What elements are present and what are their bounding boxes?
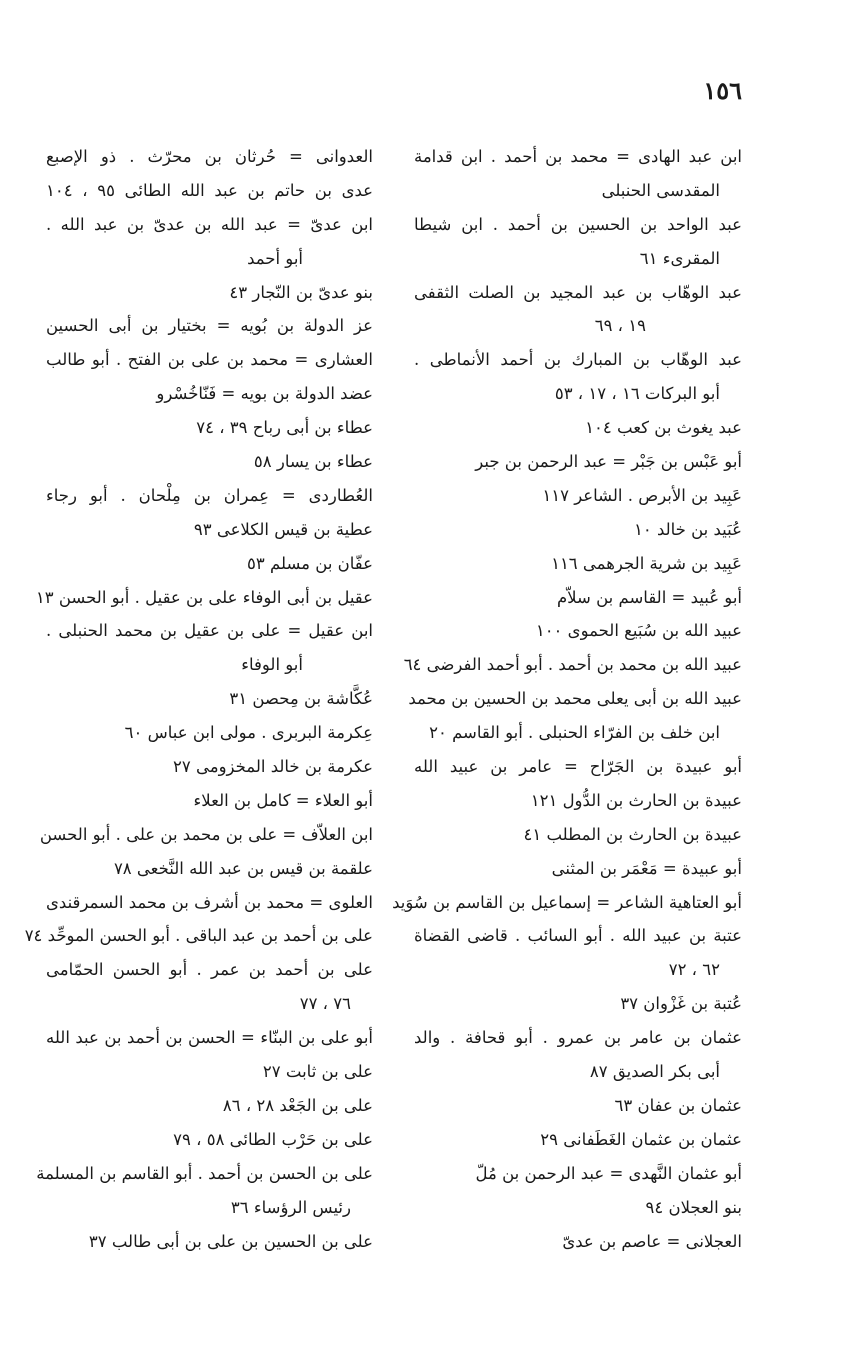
index-entry-line: عبيدة بن الحارث بن المطلب ٤١ [523,824,742,844]
index-entry-line: عتبة بن عبيد الله . أبو السائب . قاضى القضاة [414,926,742,946]
index-entry-line: عبيد الله بن أبى يعلى محمد بن الحسين بن محمد [408,689,742,709]
index-entry-line: المقدسى الحنبلى [601,180,720,200]
index-entry-line: ابن عقيل = على بن عقيل بن محمد الحنبلى . [46,621,373,641]
index-column-right [392,140,742,1258]
index-entry-line: بنو العجلان ٩٤ [645,1197,742,1217]
index-entry-line: عطاء بن أبى رباح ٣٩ ، ٧٤ [196,418,373,438]
index-entry-line: أبو عُبيد = القاسم بن سلاّم [556,587,742,607]
index-entry-line: ١٩ ، ٦٩ [594,316,646,336]
index-entry-line: على بن حَرْب الطائى ٥٨ ، ٧٩ [173,1129,373,1149]
index-entry-line: عبيد الله بن سُبَيع الحموى ١٠٠ [535,621,742,641]
index-entry-line: العلوى = محمد بن أشرف بن محمد السمرقندى [46,892,373,912]
index-entry-line: أبو أحمد [247,248,303,268]
index-entry-line: عقيل بن أبى الوفاء على بن عقيل . أبو الحسن ١٣ [35,587,373,607]
index-entry-line: بنو عدىّ بن النّجار ٤٣ [229,282,373,302]
index-entry-line: ابن عدىّ = عبد الله بن عدىّ بن عبد الله . [46,214,373,234]
index-entry-line: أبو على بن البنّاء = الحسن بن أحمد بن عبد الله [46,1028,373,1048]
index-entry-line: عطاء بن يسار ٥٨ [253,452,373,472]
index-entry-line: عبد يغوث بن كعب ١٠٤ [585,418,742,438]
index-entry-line: أبو عثمان النَّهدى = عبد الرحمن بن مُلّ [475,1163,742,1183]
index-entry-line: عُبَيد بن خالد ١٠ [633,519,742,539]
index-entry-line: رئيس الرؤساء ٣٦ [230,1197,351,1217]
index-entry-line: على بن الحسن بن أحمد . أبو القاسم بن المسلمة [36,1163,373,1183]
index-entry-line: عبيدة بن الحارث بن الدُّول ١٢١ [530,790,742,810]
index-entry-line: أبو عبيدة بن الجَرّاح = عامر بن عبيد الله [414,757,742,777]
index-entry-line: عبد الوهّاب بن المبارك بن أحمد الأنماطى . [414,350,742,370]
index-entry-line: عثمان بن عامر بن عمرو . أبو قحافة . والد [414,1028,742,1048]
page-number: ١٥٦ [703,76,742,105]
index-entry-line: عبيد الله بن محمد بن أحمد . أبو أحمد الفرضى ٦٤ [403,655,742,675]
index-entry-line: ابن خلف بن الفرّاء الحنبلى . أبو القاسم ٢٠ [429,723,720,743]
index-entry-line: عبد الوهّاب بن عبد المجيد بن الصلت الثقفى [414,282,742,302]
index-entry-line: عَبِيد بن الأبرص . الشاعر ١١٧ [542,485,742,505]
index-entry-line: علقمة بن قيس بن عبد الله النَّخعى ٧٨ [113,858,373,878]
index-column-left [24,140,373,1258]
index-entry-line: عَبِيد بن شرية الجرهمى ١١٦ [551,553,742,573]
index-entry-line: عثمان بن عفان ٦٣ [614,1095,742,1115]
index-entry-line: أبو العتاهية الشاعر = إسماعيل بن القاسم بن سُوَيد [392,892,742,912]
index-entry-line: عُتبة بن غَزْوان ٣٧ [620,994,742,1014]
index-entry-line: ابن عبد الهادى = محمد بن أحمد . ابن قدامة [414,147,742,166]
index-entry-line: على بن الجَعْد ٢٨ ، ٨٦ [222,1095,373,1115]
index-entry-line: عدى بن حاتم بن عبد الله الطائى ٩٥ ، ١٠٤ [46,180,373,200]
index-entry-line: عِكرمة البربرى . مولى ابن عباس ٦٠ [124,723,373,743]
index-entry-line: أبو الوفاء [241,655,303,675]
index-entry-line: على بن أحمد بن عبد الباقى . أبو الحسن الموحِّد ٧٤ [24,926,373,946]
index-entry-line: عز الدولة بن بُويه = بختيار بن أبى الحسين [46,316,373,336]
index-entry-line: المقرىء ٦١ [639,248,720,268]
index-entry-line: عبد الواحد بن الحسين بن أحمد . ابن شيطا [414,214,742,234]
index-entry-line: ابن العلاّف = على بن محمد بن على . أبو الحسن [39,824,373,844]
index-entry-line: على بن ثابت ٢٧ [262,1062,373,1082]
index-entry-line: عثمان بن عثمان الغَطَفانى ٢٩ [540,1129,742,1149]
index-entry-line: العجلانى = عاصم بن عدىّ [562,1231,742,1251]
index-entry-line: العشارى = محمد بن على بن الفتح . أبو طالب [46,350,373,370]
index-entry-line: العُطاردى = عِمران بن مِلْحان . أبو رجاء [46,485,373,505]
index-entry-line: أبو البركات ١٦ ، ١٧ ، ٥٣ [554,384,720,404]
index-entry-line: عطية بن قيس الكلاعى ٩٣ [193,519,373,539]
index-entry-line: على بن الحسين بن على بن أبى طالب ٣٧ [88,1231,373,1251]
index-entry-line: عكرمة بن خالد المخزومى ٢٧ [173,757,373,777]
index-entry-line: ٧٦ ، ٧٧ [299,994,351,1014]
index-entry-line: عضد الدولة بن بويه = فَنّاخُسْرو [156,384,373,404]
index-entry-line: عُكَّاشة بن مِحصن ٣١ [229,689,373,709]
index-entry-line: أبى بكر الصديق ٨٧ [589,1062,720,1082]
index-entry-line: أبو عَبْس بن جَبْر = عبد الرحمن بن جبر [475,452,742,472]
index-entry-line: أبو العلاء = كامل بن العلاء [193,790,373,810]
index-entry-line: عفّان بن مسلم ٥٣ [247,553,373,573]
index-entry-line: ٦٢ ، ٧٢ [668,960,720,980]
index-entry-line: أبو عبيدة = مَعْمَر بن المثنى [551,858,742,878]
index-entry-line: العدوانى = حُرثان بن محرّث . ذو الإصبع [46,147,373,166]
index-entry-line: على بن أحمد بن عمر . أبو الحسن الحمّامى [46,960,373,980]
